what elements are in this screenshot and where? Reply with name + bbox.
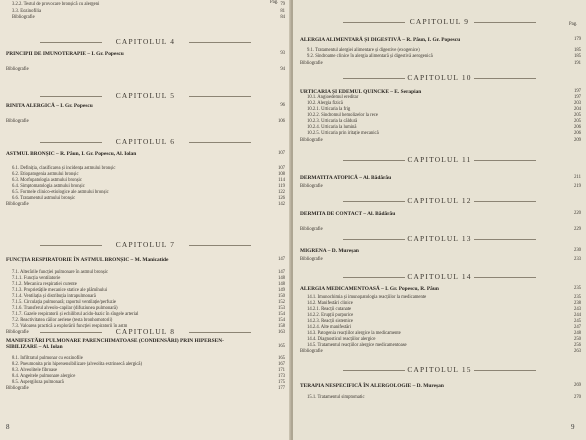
page-number: 247 — [573, 325, 581, 330]
page-number: 79 — [280, 2, 285, 7]
page-number: 206 — [573, 131, 581, 136]
chapter-title: DERMATITA ATOPICĂ – Al. Bădărău — [300, 175, 392, 181]
page-number: 209 — [573, 138, 581, 143]
page-number: 148 — [277, 282, 285, 287]
page-number: 93 — [280, 51, 285, 56]
bibliography-entry: Bibliografie — [6, 202, 29, 207]
toc-entry: 14.2.1. Reacții cutanate — [307, 307, 352, 312]
chapter-rule-left — [40, 332, 102, 333]
chapter-rule-right — [474, 277, 536, 278]
page-number: 107 — [277, 166, 285, 171]
page-number: 245 — [573, 319, 581, 324]
toc-entry: 14.4. Diagnosticul reacțiilor alergice — [307, 337, 376, 342]
chapter-heading: CAPITOLUL 4 — [115, 37, 176, 46]
toc-entry: 14.5. Tratamentul reacțiilor alergice medicamentoase — [307, 343, 407, 348]
chapter-rule-left — [343, 78, 405, 79]
page-number: 153 — [277, 306, 285, 311]
chapter-title: MANIFESTĂRI PULMONARE PARENCHIMATOASE (CONDENSĂRI) PRIN HIPERSEN- — [6, 338, 224, 344]
page-folio: 8 — [6, 423, 10, 431]
toc-entry: 14.1. Imunochimia și imunopatologia reacțiilor la medicamente — [307, 295, 427, 300]
toc-entry: 8.2. Pneumonita prin hipersensibilizare (alveolita extrinsecă alergică) — [12, 362, 143, 367]
page-number: 235 — [573, 295, 581, 300]
page-number: 238 — [573, 301, 581, 306]
chapter-title: ALERGIA MEDICAMENTOASĂ – I. Gr. Popescu, R. Păun — [300, 286, 439, 292]
toc-entry: 6.1. Definiția, clasificarea și incidența astmului bronșic — [12, 166, 116, 171]
page-number: 171 — [277, 368, 285, 373]
chapter-heading: CAPITOLUL 10 — [407, 73, 472, 82]
chapter-rule-right — [189, 245, 251, 246]
bibliography-entry: Bibliografie — [300, 61, 323, 66]
chapter-rule-left — [343, 201, 405, 202]
left-page — [0, 0, 291, 440]
chapter-title-continued: SIBILIZARE – Al. Iolan — [6, 344, 63, 350]
chapter-heading: CAPITOLUL 8 — [115, 327, 176, 336]
chapter-heading: CAPITOLUL 7 — [115, 240, 176, 249]
toc-entry: 8.3. Alveolitele fibroase — [12, 368, 58, 373]
toc-entry: 7.1.7. Gazele respiratorii și echilibrul acido-bazic în sîngele arterial — [12, 312, 139, 317]
chapter-title: ASTMUL BRONȘIC – R. Păun, I. Gr. Popescu, Al. Iolan — [6, 151, 137, 157]
page-number: 94 — [280, 67, 285, 72]
toc-entry: 6.5. Formele clinico-etiologice ale astmului bronșic — [12, 190, 109, 195]
page-number: 250 — [573, 337, 581, 342]
chapter-heading: CAPITOLUL 9 — [409, 17, 470, 26]
chapter-title: PRINCIPII DE IMUNOTERAPIE – I. Gr. Popescu — [6, 51, 124, 57]
toc-entry: 3.2.2. Testul de provocare bronșică cu alergeni — [12, 2, 100, 7]
chapter-heading: CAPITOLUL 5 — [115, 91, 176, 100]
page-number: 163 — [277, 330, 285, 335]
chapter-rule-right — [189, 96, 251, 97]
toc-entry: 7.1.4. Ventilația și distribuția intrapulmonară — [12, 294, 96, 299]
page-number: 148 — [277, 276, 285, 281]
page-number: 205 — [573, 119, 581, 124]
toc-entry: 8.4. Angeitele pulmonare alergice — [12, 374, 76, 379]
chapter-rule-left — [40, 245, 102, 246]
toc-entry: 15.1. Tratamentul simptomatic — [307, 395, 365, 400]
page-number: 150 — [277, 294, 285, 299]
page-number: 229 — [573, 227, 581, 232]
page-number: 197 — [573, 89, 581, 94]
chapter-rule-left — [40, 42, 102, 43]
page-number: 243 — [573, 307, 581, 312]
page-number: 126 — [277, 196, 285, 201]
toc-entry: 8.1. Infiltratul pulmonar cu eozinofile — [12, 356, 83, 361]
toc-entry: 7.1.3. Proprietățile mecanice statice ale plămînului — [12, 288, 108, 293]
page-number: 219 — [573, 184, 581, 189]
page-number: 270 — [573, 395, 581, 400]
toc-entry: 14.2. Manifestări clinice — [307, 301, 353, 306]
page-folio: 9 — [571, 423, 575, 431]
page-number: 84 — [280, 15, 285, 20]
page-number: 173 — [277, 374, 285, 379]
toc-entry: 3.3. Eozinofilia — [12, 9, 42, 14]
page-number: 177 — [277, 386, 285, 391]
chapter-title: ALERGIA ALIMENTARĂ ȘI DIGESTIVĂ – R. Păun, I. Gr. Popescu — [300, 37, 461, 43]
page-number: 147 — [277, 270, 285, 275]
right-page — [293, 0, 586, 440]
toc-entry: 9.1. Tratamentul alergiei alimentare și digestive (exogenice) — [307, 48, 420, 53]
chapter-rule-left — [343, 239, 405, 240]
bibliography-entry: Bibliografie — [6, 67, 29, 72]
toc-entry: 10.2.1. Urticaria la frig — [307, 107, 351, 112]
toc-entry: 14.3. Patogenia reacțiilor alergice la medicamente — [307, 331, 401, 336]
pages-label: Pag. — [270, 0, 279, 5]
page-number: 122 — [277, 190, 285, 195]
toc-entry: 14.2.3. Reacții sistemice — [307, 319, 353, 324]
page-number: 107 — [277, 151, 285, 156]
toc-entry: 8.5. Aspergiloza pulmonară — [12, 380, 64, 385]
page-number: 96 — [280, 103, 285, 108]
page-number: 206 — [573, 125, 581, 130]
page-number: 158 — [277, 324, 285, 329]
page-number: 167 — [277, 362, 285, 367]
page-number: 114 — [278, 178, 285, 183]
page-number: 179 — [573, 37, 581, 42]
page-number: 149 — [277, 288, 285, 293]
chapter-title: FUNCȚIA RESPIRATORIE ÎN ASTMUL BRONȘIC – M. Manicatide — [6, 257, 169, 263]
page-number: 244 — [573, 313, 581, 318]
chapter-heading: CAPITOLUL 14 — [407, 272, 472, 281]
chapter-title: DERMITA DE CONTACT – Al. Bădărău — [300, 211, 396, 217]
chapter-heading: CAPITOLUL 6 — [115, 137, 176, 146]
page-number: 233 — [573, 257, 581, 262]
toc-entry: 10.2.2. Sindromul hemolizelor la rece — [307, 113, 378, 118]
toc-entry: 6.6. Tratamentul astmului bronșic — [12, 196, 76, 201]
page-number: 81 — [280, 9, 285, 14]
chapter-title: MIGRENA – D. Mureșan — [300, 248, 359, 254]
page-number: 185 — [573, 48, 581, 53]
bibliography-entry: Bibliografie — [6, 330, 29, 335]
chapter-rule-left — [40, 96, 102, 97]
chapter-rule-right — [189, 42, 251, 43]
page-number: 152 — [277, 300, 285, 305]
toc-entry: 10.2.4. Urticaria la lumină — [307, 125, 357, 130]
toc-entry: 14.2.2. Erupții purpurice — [307, 313, 354, 318]
chapter-rule-right — [474, 22, 536, 23]
toc-entry: 7.1.5. Circulația pulmonară; raportul ventilație/perfuzie — [12, 300, 116, 305]
bibliography-entry: Bibliografie — [6, 386, 29, 391]
page-number: 211 — [574, 175, 581, 180]
chapter-rule-left — [40, 142, 102, 143]
page-number: 256 — [573, 343, 581, 348]
page-number: 191 — [573, 61, 581, 66]
chapter-rule-right — [474, 201, 536, 202]
chapter-rule-left — [343, 22, 405, 23]
chapter-rule-left — [343, 370, 405, 371]
chapter-rule-right — [189, 142, 251, 143]
bibliography-entry: Bibliografie — [300, 138, 323, 143]
bibliography-entry: Bibliografie — [6, 119, 29, 124]
page-number: 230 — [573, 248, 581, 253]
bibliography-entry: Bibliografie — [300, 227, 323, 232]
toc-entry: 7.3. Valoarea practică a explorării funcției respiratorii în astm — [12, 324, 128, 329]
chapter-heading: CAPITOLUL 13 — [407, 234, 472, 243]
chapter-rule-right — [474, 78, 536, 79]
page-number: 203 — [573, 101, 581, 106]
toc-entry: 14.2.4. Alte manifestări — [307, 325, 352, 330]
toc-entry: 10.2. Alergia fizică — [307, 101, 343, 106]
page-number: 185 — [573, 54, 581, 59]
chapter-rule-right — [474, 160, 536, 161]
pages-label: Pag. — [569, 22, 578, 27]
page-number: 165 — [277, 344, 285, 349]
chapter-heading: CAPITOLUL 12 — [407, 196, 472, 205]
page-number: 205 — [573, 113, 581, 118]
page-number: 175 — [277, 380, 285, 385]
page-number: 165 — [277, 356, 285, 361]
chapter-rule-right — [474, 239, 536, 240]
toc-entry: 7.1.2. Mecanica respiratiei curente — [12, 282, 77, 287]
toc-entry: Bibliografie — [12, 15, 35, 20]
page-number: 154 — [277, 318, 285, 323]
chapter-rule-left — [343, 160, 405, 161]
page-number: 248 — [573, 331, 581, 336]
page-number: 108 — [277, 172, 285, 177]
toc-entry: 7.1.6. Transferul alveolo-capilar (difuziunea pulmonară) — [12, 306, 118, 311]
chapter-title: TERAPIA NESPECIFICĂ ÎN ALERGOLOGIE – D. Mureșan — [300, 383, 444, 389]
page-number: 263 — [573, 349, 581, 354]
toc-entry: 7.1. Alterările funcției pulmonare în astmul bronșic — [12, 270, 109, 275]
toc-entry: 6.4. Simptomatologia astmului bronșic — [12, 184, 85, 189]
page-number: 235 — [573, 286, 581, 291]
toc-entry: 7.1.1. Funcția ventilatorie — [12, 276, 61, 281]
toc-entry: 7.2. Reactivitatea căilor aeriene (testa bronhomotorii) — [12, 318, 113, 323]
bibliography-entry: Bibliografie — [300, 257, 323, 262]
toc-entry: 10.2.5. Urticaria prin iritație mecanică — [307, 131, 379, 136]
page-number: 119 — [278, 184, 285, 189]
page-number: 154 — [277, 312, 285, 317]
chapter-heading: CAPITOLUL 15 — [407, 365, 472, 374]
page-number: 106 — [277, 119, 285, 124]
chapter-rule-right — [474, 370, 536, 371]
chapter-rule-right — [189, 332, 251, 333]
toc-entry: 6.3. Morfopatologia astmului bronșic — [12, 178, 82, 183]
page-number: 147 — [277, 257, 285, 262]
page-number: 142 — [277, 202, 285, 207]
page-number: 204 — [573, 107, 581, 112]
toc-entry: 10.2.3. Urticaria la căldură — [307, 119, 358, 124]
toc-entry: 10.1. Angioedemul ereditar — [307, 95, 359, 100]
bibliography-entry: Bibliografie — [300, 349, 323, 354]
chapter-title: URTICARIA ȘI EDEMUL QUINCKE – E. Serapian — [300, 89, 422, 95]
chapter-rule-left — [343, 277, 405, 278]
toc-entry: 6.2. Etiopatogenia astmului bronșic — [12, 172, 79, 177]
toc-entry: 9.2. Sindroame clinice în alergia alimentară și digestivă aerogenică — [307, 54, 433, 59]
chapter-heading: CAPITOLUL 11 — [407, 155, 472, 164]
chapter-title: RINITA ALERGICĂ – I. Gr. Popescu — [6, 103, 93, 109]
page-number: 197 — [573, 95, 581, 100]
page-number: 269 — [573, 383, 581, 388]
page-number: 220 — [573, 211, 581, 216]
bibliography-entry: Bibliografie — [300, 184, 323, 189]
